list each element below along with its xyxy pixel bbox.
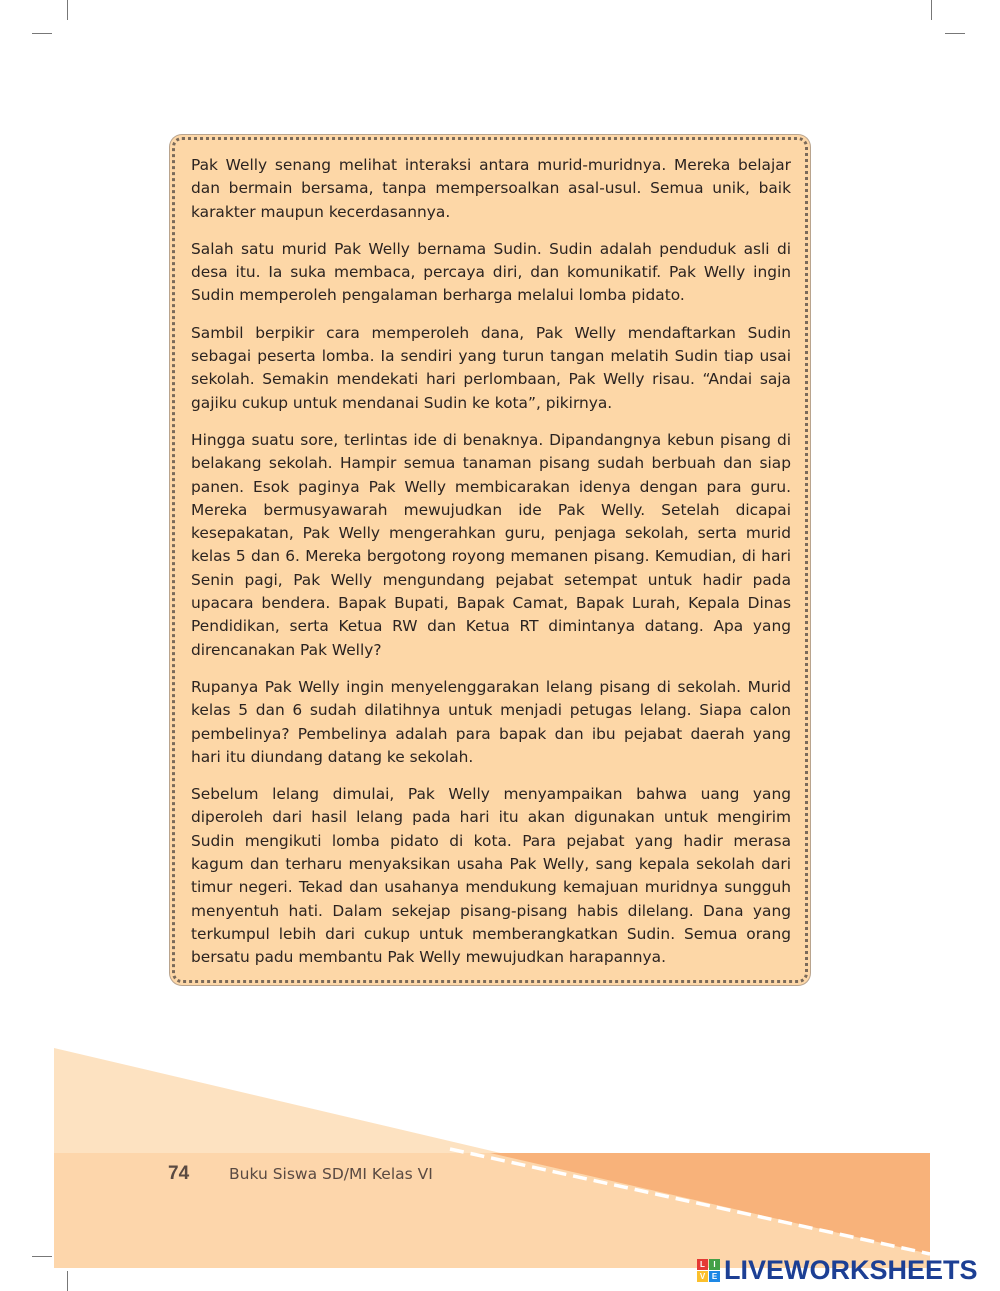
story-paragraph-3: Sambil berpikir cara memperoleh dana, Pak Welly mendaftarkan Sudin sebagai peserta lomba. Ia sendiri yang turun tangan melatih Sudin tiap usai sekolah. Semakin mendekati hari perlombaan, Pak Welly risau. “Andai saja gajiku cukup untuk mendanai Sudin ke kota”, pikirnya. bbox=[191, 323, 791, 412]
story-box bbox=[172, 137, 808, 983]
story-paragraph-1: Pak Welly senang melihat interaksi antara murid-muridnya. Mereka belajar dan bermain bersama, tanpa mempersoalkan asal-usul. Semua unik, baik karakter maupun kecerdasannya. bbox=[191, 156, 791, 221]
liveworksheets-logo bbox=[697, 1255, 978, 1285]
story-paragraph-4: Hingga suatu sore, terlintas ide di benaknya. Dipandangnya kebun pisang di belakang sekolah. Hampir semua tanaman pisang sudah berbuah dan siap panen. Esok paginya Pak Welly membicarakan idenya dengan para guru. Mereka bermusyawarah mewujudkan ide Pak Welly. Setelah dicapai kesepakatan, Pak Welly mengerahkan guru, penjaga sekolah, serta murid kelas 5 dan 6. Mereka bergotong royong memanen pisang. Kemudian, di hari Senin pagi, Pak Welly mengundang pejabat setempat untuk hadir pada upacara bendera. Bapak Bupati, Bapak Camat, Bapak Lurah, Kepala Dinas Pendidikan, serta Ketua RW dan Ketua RT dimintanya datang. Apa yang direncanakan Pak Welly? bbox=[191, 430, 791, 659]
liveworksheets-icon bbox=[697, 1259, 720, 1282]
page-number: 74 bbox=[168, 1163, 190, 1184]
book-title: Buku Siswa SD/MI Kelas VI bbox=[229, 1165, 433, 1183]
crop-mark-top-left-horizontal bbox=[32, 33, 52, 34]
footer-decoration bbox=[0, 1040, 1000, 1280]
crop-mark-top-right-horizontal bbox=[945, 33, 965, 34]
logo-tile-i: I bbox=[709, 1259, 720, 1270]
story-paragraph-2: Salah satu murid Pak Welly bernama Sudin. Sudin adalah penduduk asli di desa itu. Ia suka membaca, percaya diri, dan komunikatif. Pak Welly ingin Sudin memperoleh pengalaman berharga melalui lomba pidato. bbox=[191, 239, 791, 305]
crop-mark-top-right-vertical bbox=[931, 0, 932, 20]
story-paragraph-5: Rupanya Pak Welly ingin menyelenggarakan lelang pisang di sekolah. Murid kelas 5 dan 6 sudah dilatihnya untuk menjadi petugas lelang. Siapa calon pembelinya? Pembelinya adalah para bapak dan ibu pejabat daerah yang hari itu diundang datang ke sekolah. bbox=[191, 677, 791, 766]
logo-tile-v: V bbox=[697, 1271, 708, 1282]
crop-mark-top-left-vertical bbox=[67, 0, 68, 20]
logo-tile-e: E bbox=[709, 1271, 720, 1282]
liveworksheets-wordmark: LIVEWORKSHEETS bbox=[724, 1254, 978, 1285]
logo-tile-l: L bbox=[697, 1259, 708, 1270]
story-paragraph-6: Sebelum lelang dimulai, Pak Welly menyampaikan bahwa uang yang diperoleh dari hasil lelang pada hari itu akan digunakan untuk mengirim Sudin mengikuti lomba pidato di kota. Para pejabat yang hadir merasa kagum dan terharu menyaksikan usaha Pak Welly, sang kepala sekolah dari timur negeri. Tekad dan usahanya mendukung kemajuan muridnya sungguh menyentuh hati. Dalam sekejap pisang-pisang habis dilelang. Dana yang terkumpul lebih dari cukup untuk memberangkatkan Sudin. Semua orang bersatu padu membantu Pak Welly mewujudkan harapannya. bbox=[191, 785, 791, 967]
